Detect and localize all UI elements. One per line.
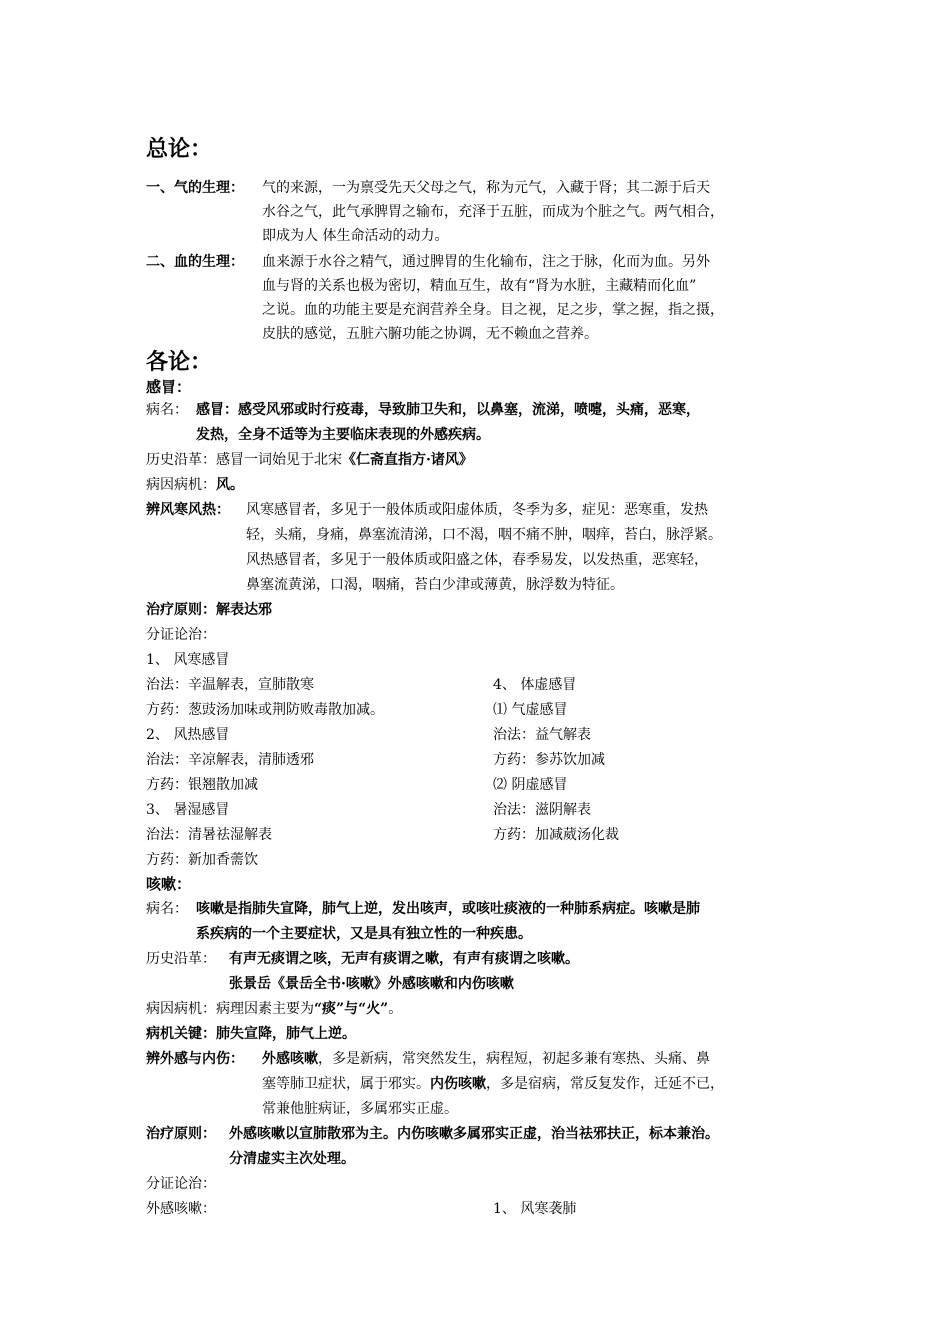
cold-right-item: ⑴ 气虚感冒 [493, 702, 568, 718]
cold-principle-label: 治疗原则： [146, 602, 216, 618]
cold-diff-line-4: 鼻塞流黄涕，口渴，咽痛，苔白少津或薄黄，脉浮数为特征。 [246, 577, 624, 593]
cough-history-line-2: 张景岳《景岳全书·咳嗽》外感咳嗽和内伤咳嗽 [229, 976, 514, 992]
cough-right-item: 1、 风寒袭肺 [493, 1201, 577, 1217]
cough-title: 咳嗽： [146, 875, 192, 893]
cold-left-item: 方药：新加香薷饮 [146, 852, 258, 868]
specific-title: 各论： [146, 350, 213, 375]
cough-principle-line-1: 外感咳嗽以宣肺散邪为主。内伤咳嗽多属邪实正虚，治当祛邪扶正，标本兼治。 [229, 1126, 719, 1142]
qi-line-2: 水谷之气，此气承脾胃之输布，充泽于五脏，而成为个脏之气。两气相合， [262, 204, 724, 220]
cold-left-item: 治法：辛凉解表，清肺透邪 [146, 752, 314, 768]
general-title: 总论： [146, 137, 213, 162]
cough-cause-suffix: 。 [388, 1001, 403, 1017]
cough-diff-line-2 [262, 1072, 724, 1096]
cough-diff-label: 辨外感与内伤： [146, 1051, 244, 1067]
cold-right-item: 方药：参苏饮加减 [493, 752, 605, 768]
cold-history-book: 《仁斋直指方·诸风》 [342, 452, 473, 468]
cough-principle-line-2: 分清虚实主次处理。 [229, 1151, 355, 1167]
cold-diff-label: 辨风寒风热： [146, 502, 230, 518]
cough-name-line-1: 咳嗽是指肺失宣降，肺气上逆，发出咳声，或咳吐痰液的一种肺系病症。咳嗽是肺 [196, 901, 700, 917]
cough-history-label: 历史沿革： [146, 951, 216, 967]
cough-diff-line-3: 常兼他脏病证，多属邪实正虚。 [262, 1101, 458, 1117]
cold-right-item: 治法：益气解表 [493, 727, 591, 743]
cough-cause-row [146, 997, 402, 1021]
cold-diff-line-2: 轻，头痛，身痛，鼻塞流清涕，口不渴，咽不痛不肿，咽痒，苔白，脉浮紧。 [246, 527, 722, 543]
cough-cause-label: 病因病机： [146, 1001, 216, 1017]
qi-line-1: 气的来源，一为禀受先天父母之气，称为元气，入藏于肾；其二源于后天 [262, 180, 710, 196]
blood-line-1: 血来源于水谷之精气，通过脾胃的生化输布，注之于脉，化而为血。另外 [262, 254, 710, 270]
cold-principle-text: 解表达邪 [216, 602, 272, 618]
cold-name-label: 病名： [146, 402, 188, 418]
cold-left-item: 1、 风寒感冒 [146, 652, 230, 668]
blood-label: 二、血的生理： [146, 254, 244, 270]
cold-right-item: 4、 体虚感冒 [493, 677, 577, 693]
cough-history-line-1: 有声无痰谓之咳，无声有痰谓之嗽，有声有痰谓之咳嗽。 [229, 951, 579, 967]
blood-line-4: 皮肤的感觉，五脏六腑功能之协调，无不赖血之营养。 [262, 326, 598, 342]
cough-principle-label: 治疗原则： [146, 1126, 216, 1142]
cold-left-item: 治法：辛温解表，宣肺散寒 [146, 677, 314, 693]
cough-key-row [146, 1022, 356, 1046]
cough-syndrome-label: 分证论治： [146, 1176, 216, 1192]
cold-left-item: 方药：银翘散加减 [146, 777, 258, 793]
cough-diff-l2-text2: ，多是宿病，常反复发作，迁延不已， [486, 1076, 724, 1092]
cough-diff-line-1 [262, 1047, 710, 1071]
cough-cause-bold: “痰”与“火” [314, 1001, 389, 1017]
cold-cause-row [146, 473, 244, 497]
cough-exo-label: 外感咳嗽： [146, 1201, 216, 1217]
cold-right-item: 方药：加减葳汤化裁 [493, 827, 619, 843]
qi-line-3: 即成为人 体生命活动的动力。 [262, 228, 449, 244]
cold-right-item: ⑵ 阴虚感冒 [493, 777, 568, 793]
cold-history-row [146, 448, 473, 472]
cold-diff-line-3: 风热感冒者，多见于一般体质或阳盛之体，春季易发，以发热重，恶寒轻， [246, 552, 708, 568]
cough-key-text: 肺失宣降，肺气上逆。 [216, 1026, 356, 1042]
cold-cause-text: 风。 [216, 477, 244, 493]
cough-diff-l2-text: 塞等肺卫症状，属于邪实。 [262, 1076, 430, 1092]
cold-syndrome-label: 分证论治： [146, 627, 216, 643]
cold-history-label: 历史沿革： [146, 452, 216, 468]
blood-line-3: 之说。血的功能主要是充润营养全身。目之视，足之步，掌之握，指之摄， [262, 302, 724, 318]
exo-cough-term: 外感咳嗽 [262, 1051, 318, 1067]
cough-diff-l1-text: ，多是新病，常突然发生，病程短，初起多兼有寒热、头痛、鼻 [318, 1051, 710, 1067]
cold-left-item: 方药：葱豉汤加味或荆防败毒散加减。 [146, 702, 384, 718]
cold-principle-row [146, 598, 272, 622]
cold-name-line-2: 发热，全身不适等为主要临床表现的外感疾病。 [196, 427, 490, 443]
cold-history-text: 感冒一词始见于北宋 [216, 452, 342, 468]
cold-right-item: 治法：滋阴解表 [493, 802, 591, 818]
cold-diff-line-1: 风寒感冒者，多见于一般体质或阳虚体质，冬季为多，症见：恶寒重，发热 [246, 502, 708, 518]
cold-left-item: 3、 暑湿感冒 [146, 802, 230, 818]
cold-left-item: 治法：清暑祛湿解表 [146, 827, 272, 843]
cough-key-label: 病机关键： [146, 1026, 216, 1042]
cold-left-item: 2、 风热感冒 [146, 727, 230, 743]
cold-name-line-1: 感冒：感受风邪或时行疫毒，导致肺卫失和，以鼻塞，流涕，喷嚏，头痛，恶寒， [196, 402, 700, 418]
cough-cause-prefix: 病理因素主要为 [216, 1001, 314, 1017]
qi-label: 一、气的生理： [146, 180, 244, 196]
cold-title: 感冒： [146, 378, 192, 396]
blood-line-2: 血与肾的关系也极为密切，精血互生，故有“肾为水脏，主藏精而化血” [262, 278, 697, 294]
cough-name-line-2: 系疾病的一个主要症状，又是具有独立性的一种疾患。 [196, 926, 532, 942]
cold-cause-label: 病因病机： [146, 477, 216, 493]
endo-cough-term: 内伤咳嗽 [430, 1076, 486, 1092]
cough-name-label: 病名： [146, 901, 188, 917]
